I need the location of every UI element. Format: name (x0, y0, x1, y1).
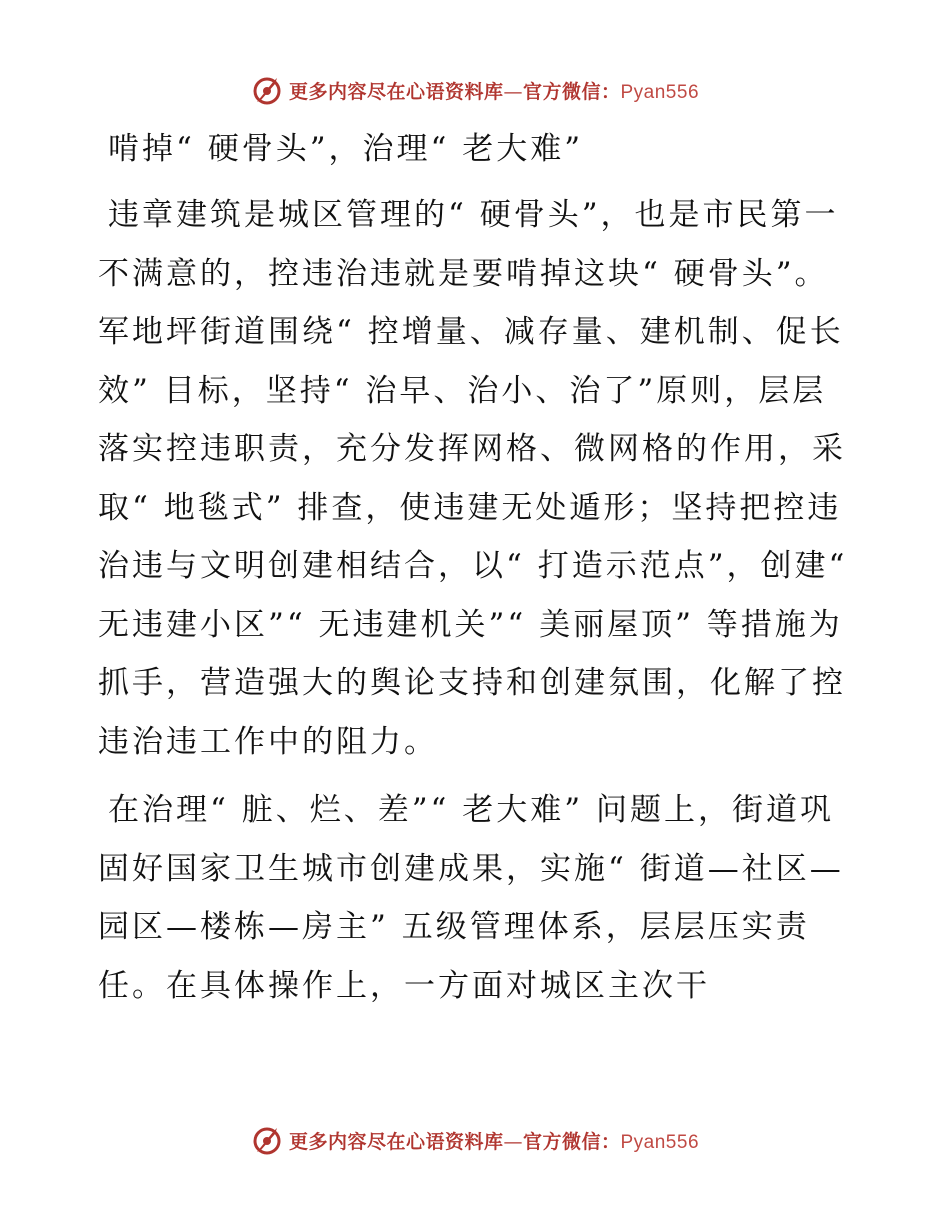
paragraph-1: 违章建筑是城区管理的“ 硬骨头”，也是市民第一不满意的，控违治违就是要啃掉这块“ 硬骨头”。军地坪街道围绕“ 控增量、减存量、建机制、促长效” 目标，坚持“ 治早、治小、治了”原则，层层落实控违职责，充分发挥网格、微网格的作用，采取“ 地毯式” 排查，使违建无处遁形；坚持把控违治违与文明创建相结合，以“ 打造示范点”，创建“ 无违建小区”“ 无违建机关”“ 美丽屋顶” 等措施为抓手，营造强大的舆论支持和创建氛围，化解了控违治违工作中的阻力。 (98, 197, 848, 760)
banner-label: 官方微信： (522, 80, 621, 103)
paragraph-2: 在治理“ 脏、烂、差”“ 老大难” 问题上，街道巩固好国家卫生城市创建成果，实施“ 街道—社区—园区—楼栋—房主” 五级管理体系，层层压实责任。在具体操作上，一方面对城区主次干 (98, 792, 844, 1004)
quill-logo-icon (251, 1124, 283, 1156)
banner-slogan: 更多内容尽在心语资料库 (288, 80, 504, 103)
banner-separator: — (503, 80, 523, 103)
banner-text (289, 77, 699, 104)
header-banner (0, 70, 950, 110)
banner-label: 官方微信： (522, 1130, 621, 1153)
section-heading: 啃掉“ 硬骨头”，治理“ 老大难” (108, 131, 584, 167)
banner-slogan: 更多内容尽在心语资料库 (288, 1130, 504, 1153)
banner-text (289, 1127, 699, 1154)
banner-account: Pyan556 (620, 1131, 700, 1153)
footer-banner (0, 1120, 950, 1160)
banner-separator: — (503, 1130, 523, 1153)
banner-account: Pyan556 (620, 81, 700, 103)
quill-logo-icon (251, 74, 283, 106)
document-body (98, 120, 850, 1025)
